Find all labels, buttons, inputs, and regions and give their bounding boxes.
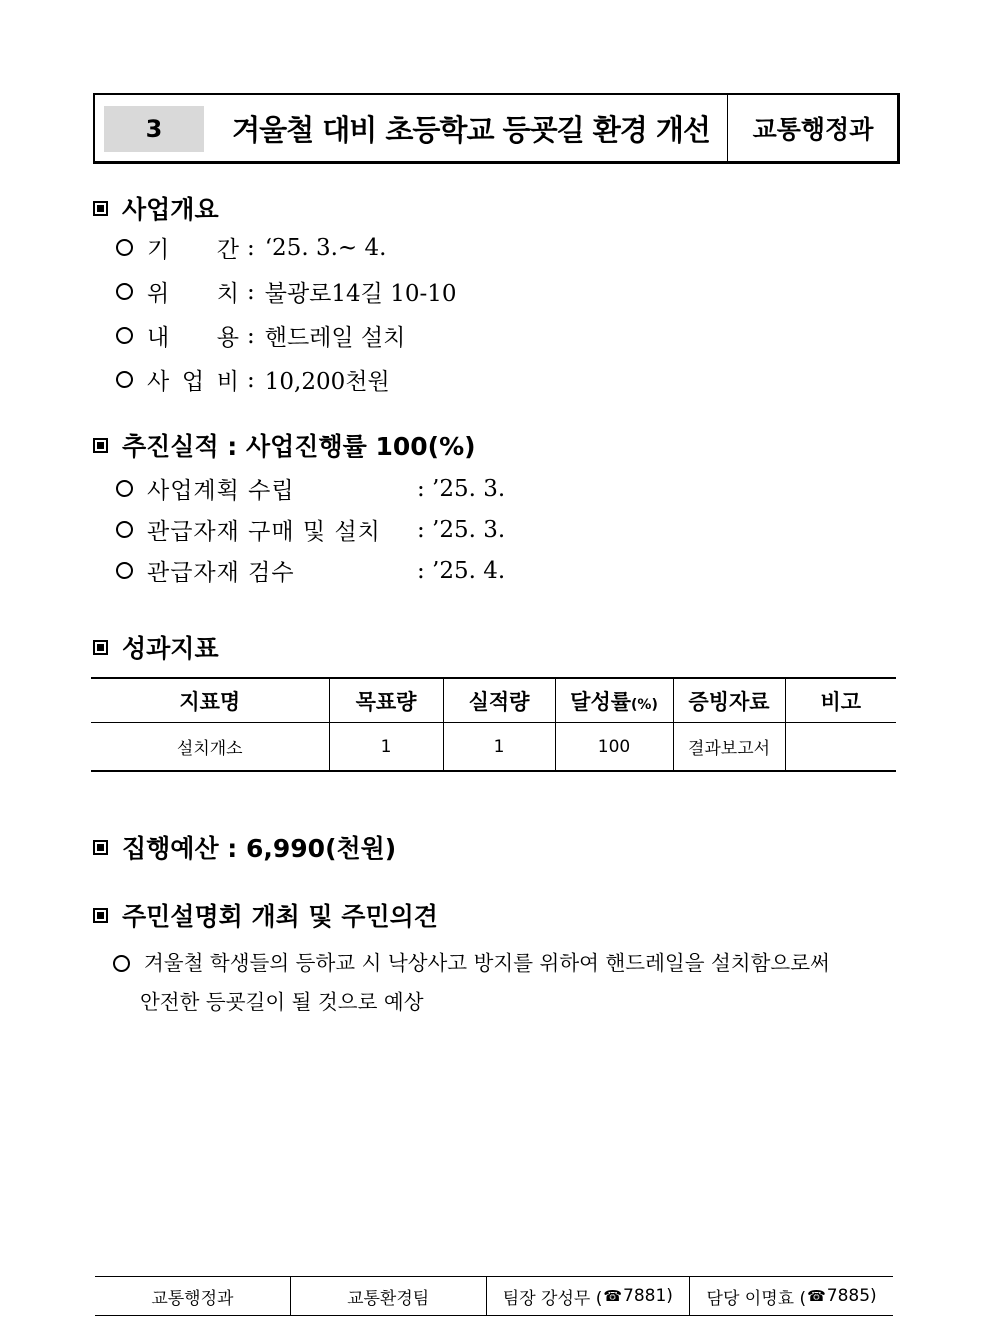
column-header: 달성률(%) bbox=[555, 678, 673, 723]
table-cell: 100 bbox=[555, 723, 673, 772]
table-row bbox=[91, 723, 896, 772]
title-box bbox=[93, 93, 900, 164]
item-value: ‘25. 3.~ 4. bbox=[264, 234, 387, 261]
table-cell: 결과보고서 bbox=[673, 723, 785, 772]
overview-item-cost: 사 업 비 : 10,200천원 bbox=[116, 363, 390, 396]
section-heading: 성과지표 bbox=[122, 634, 219, 663]
table-cell: 1 bbox=[329, 723, 443, 772]
section-heading: 사업개요 bbox=[122, 195, 219, 224]
item-value: 10,200천원 bbox=[264, 369, 390, 395]
table-cell bbox=[785, 723, 896, 772]
column-header: 비고 bbox=[785, 678, 896, 723]
page-title: 겨울철 대비 초등학교 등굣길 환경 개선 bbox=[232, 112, 710, 147]
progress-item bbox=[116, 472, 505, 505]
item-label: 기 간 bbox=[147, 237, 239, 263]
circle-bullet-icon bbox=[113, 955, 130, 972]
circle-bullet-icon bbox=[116, 480, 133, 497]
progress-date: : ’25. 4. bbox=[417, 557, 506, 584]
section-kpi bbox=[93, 629, 219, 665]
overview-item-content: 내 용 : 핸드레일 설치 bbox=[116, 319, 405, 352]
opinion-text-line2: 안전한 등굣길이 될 것으로 예상 bbox=[140, 990, 424, 1014]
circle-bullet-icon bbox=[116, 239, 133, 256]
footer-staff: 담당 이명효 ( ☎ 7885) bbox=[689, 1277, 893, 1315]
square-bullet-icon bbox=[93, 438, 108, 453]
kpi-table bbox=[91, 677, 896, 772]
item-label: 위 치 bbox=[147, 281, 239, 307]
opinion-text-line1: 겨울철 학생들의 등하교 시 낙상사고 방지를 위하여 핸드레일을 설치함으로써 bbox=[144, 951, 830, 975]
circle-bullet-icon bbox=[116, 562, 133, 579]
column-header: 실적량 bbox=[443, 678, 555, 723]
item-label: 내 용 bbox=[147, 325, 239, 351]
progress-date: : ’25. 3. bbox=[417, 516, 506, 543]
column-header: 증빙자료 bbox=[673, 678, 785, 723]
circle-bullet-icon bbox=[116, 327, 133, 344]
section-heading: 주민설명회 개최 및 주민의견 bbox=[122, 902, 438, 931]
section-heading: 추진실적 : 사업진행률 100(%) bbox=[122, 432, 476, 461]
circle-bullet-icon bbox=[116, 283, 133, 300]
footer-leader: 팀장 강성무 ( ☎ 7881) bbox=[486, 1277, 690, 1315]
overview-item-period: 기 간 : ‘25. 3.~ 4. bbox=[116, 231, 386, 264]
item-value: 불광로14길 10-10 bbox=[264, 281, 457, 307]
section-overview bbox=[93, 190, 219, 226]
percent-unit: (%) bbox=[631, 696, 658, 713]
section-heading: 집행예산 : 6,990(천원) bbox=[122, 834, 397, 863]
table-cell: 설치개소 bbox=[176, 739, 243, 759]
column-header: 지표명 bbox=[179, 689, 241, 714]
section-opinion bbox=[93, 897, 438, 933]
footer bbox=[95, 1276, 893, 1316]
table-cell: 1 bbox=[443, 723, 555, 772]
item-label: 사 업 비 bbox=[147, 369, 239, 395]
circle-bullet-icon bbox=[116, 371, 133, 388]
footer-department: 교통행정과 bbox=[151, 1288, 234, 1309]
square-bullet-icon bbox=[93, 201, 108, 216]
square-bullet-icon bbox=[93, 840, 108, 855]
progress-item bbox=[116, 513, 505, 546]
item-number: 3 bbox=[104, 106, 204, 152]
progress-label: 관급자재 검수 bbox=[147, 560, 295, 586]
phone-icon: ☎ bbox=[603, 1287, 623, 1305]
circle-bullet-icon bbox=[116, 521, 133, 538]
progress-date: : ’25. 3. bbox=[417, 475, 506, 502]
opinion-paragraph bbox=[113, 944, 903, 1022]
square-bullet-icon bbox=[93, 640, 108, 655]
phone-icon: ☎ bbox=[807, 1287, 826, 1305]
progress-item bbox=[116, 554, 505, 587]
title-department: 교통행정과 bbox=[752, 115, 874, 144]
item-value: 핸드레일 설치 bbox=[264, 325, 406, 351]
table-header-row bbox=[91, 678, 896, 723]
overview-item-location: 위 치 : 불광로14길 10-10 bbox=[116, 275, 457, 308]
section-progress bbox=[93, 427, 476, 463]
square-bullet-icon bbox=[93, 908, 108, 923]
progress-label: 사업계획 수립 bbox=[147, 478, 295, 504]
progress-label: 관급자재 구매 및 설치 bbox=[147, 519, 381, 545]
section-budget bbox=[93, 829, 396, 865]
column-header: 목표량 bbox=[329, 678, 443, 723]
footer-team: 교통환경팀 bbox=[290, 1277, 486, 1315]
